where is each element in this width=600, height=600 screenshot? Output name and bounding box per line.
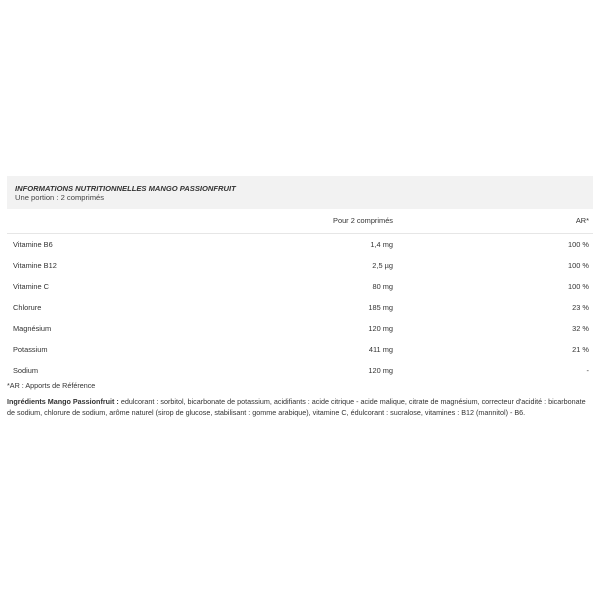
table-row [7, 255, 593, 276]
table-row [7, 318, 593, 339]
nutrition-panel [7, 176, 593, 418]
nutrition-table [7, 209, 593, 381]
nutrient-name: Vitamine C [13, 282, 50, 291]
nutrient-name: Magnésium [13, 324, 52, 333]
nutrient-ar: 21 % [572, 345, 589, 354]
ingredients-text: edulcorant : sorbitol, bicarbonate de potassium, acidifiants : acide citrique - acide malique, citrate de magnésium, correcteur d'acidité : bicarbonate de sodium, chlorure de sodium, arôme naturel (sirop de glucose, stabilisant : gomme arabique), vitamine C, édulcorant : sucralose, vitamines : B12 (mannitol) - B6. [7, 397, 586, 417]
column-header-ar: AR* [575, 216, 589, 225]
nutrition-title: INFORMATIONS NUTRITIONNELLES MANGO PASSIONFRUIT [15, 184, 236, 193]
table-row [7, 234, 593, 255]
nutrient-ar: - [586, 366, 589, 375]
table-row [7, 360, 593, 381]
nutrient-name: Vitamine B12 [13, 261, 57, 270]
nutrient-amount: 120 mg [368, 324, 393, 333]
table-row [7, 339, 593, 360]
nutrient-name: Sodium [13, 366, 39, 375]
nutrient-name: Chlorure [13, 303, 42, 312]
nutrient-amount: 411 mg [368, 345, 393, 354]
nutrient-amount: 2,5 µg [372, 261, 393, 270]
nutrient-ar: 100 % [568, 240, 589, 249]
table-row [7, 297, 593, 318]
nutrient-amount: 185 mg [368, 303, 393, 312]
serving-size: Une portion : 2 comprimés [15, 193, 105, 202]
nutrient-ar: 23 % [572, 303, 589, 312]
ingredients-paragraph [7, 397, 593, 418]
nutrient-ar: 100 % [568, 282, 589, 291]
nutrient-amount: 1,4 mg [370, 240, 393, 249]
reference-footnote: *AR : Apports de Référence [7, 381, 96, 390]
nutrition-header [7, 176, 593, 209]
column-header-amount: Pour 2 comprimés [333, 216, 393, 225]
nutrient-name: Vitamine B6 [13, 240, 53, 249]
table-header-row [7, 209, 593, 234]
nutrient-amount: 120 mg [368, 366, 393, 375]
nutrient-ar: 100 % [568, 261, 589, 270]
nutrient-ar: 32 % [572, 324, 589, 333]
table-row [7, 276, 593, 297]
ingredients-label: Ingrédients Mango Passionfruit : [7, 397, 119, 406]
nutrient-amount: 80 mg [372, 282, 393, 291]
nutrient-name: Potassium [13, 345, 48, 354]
